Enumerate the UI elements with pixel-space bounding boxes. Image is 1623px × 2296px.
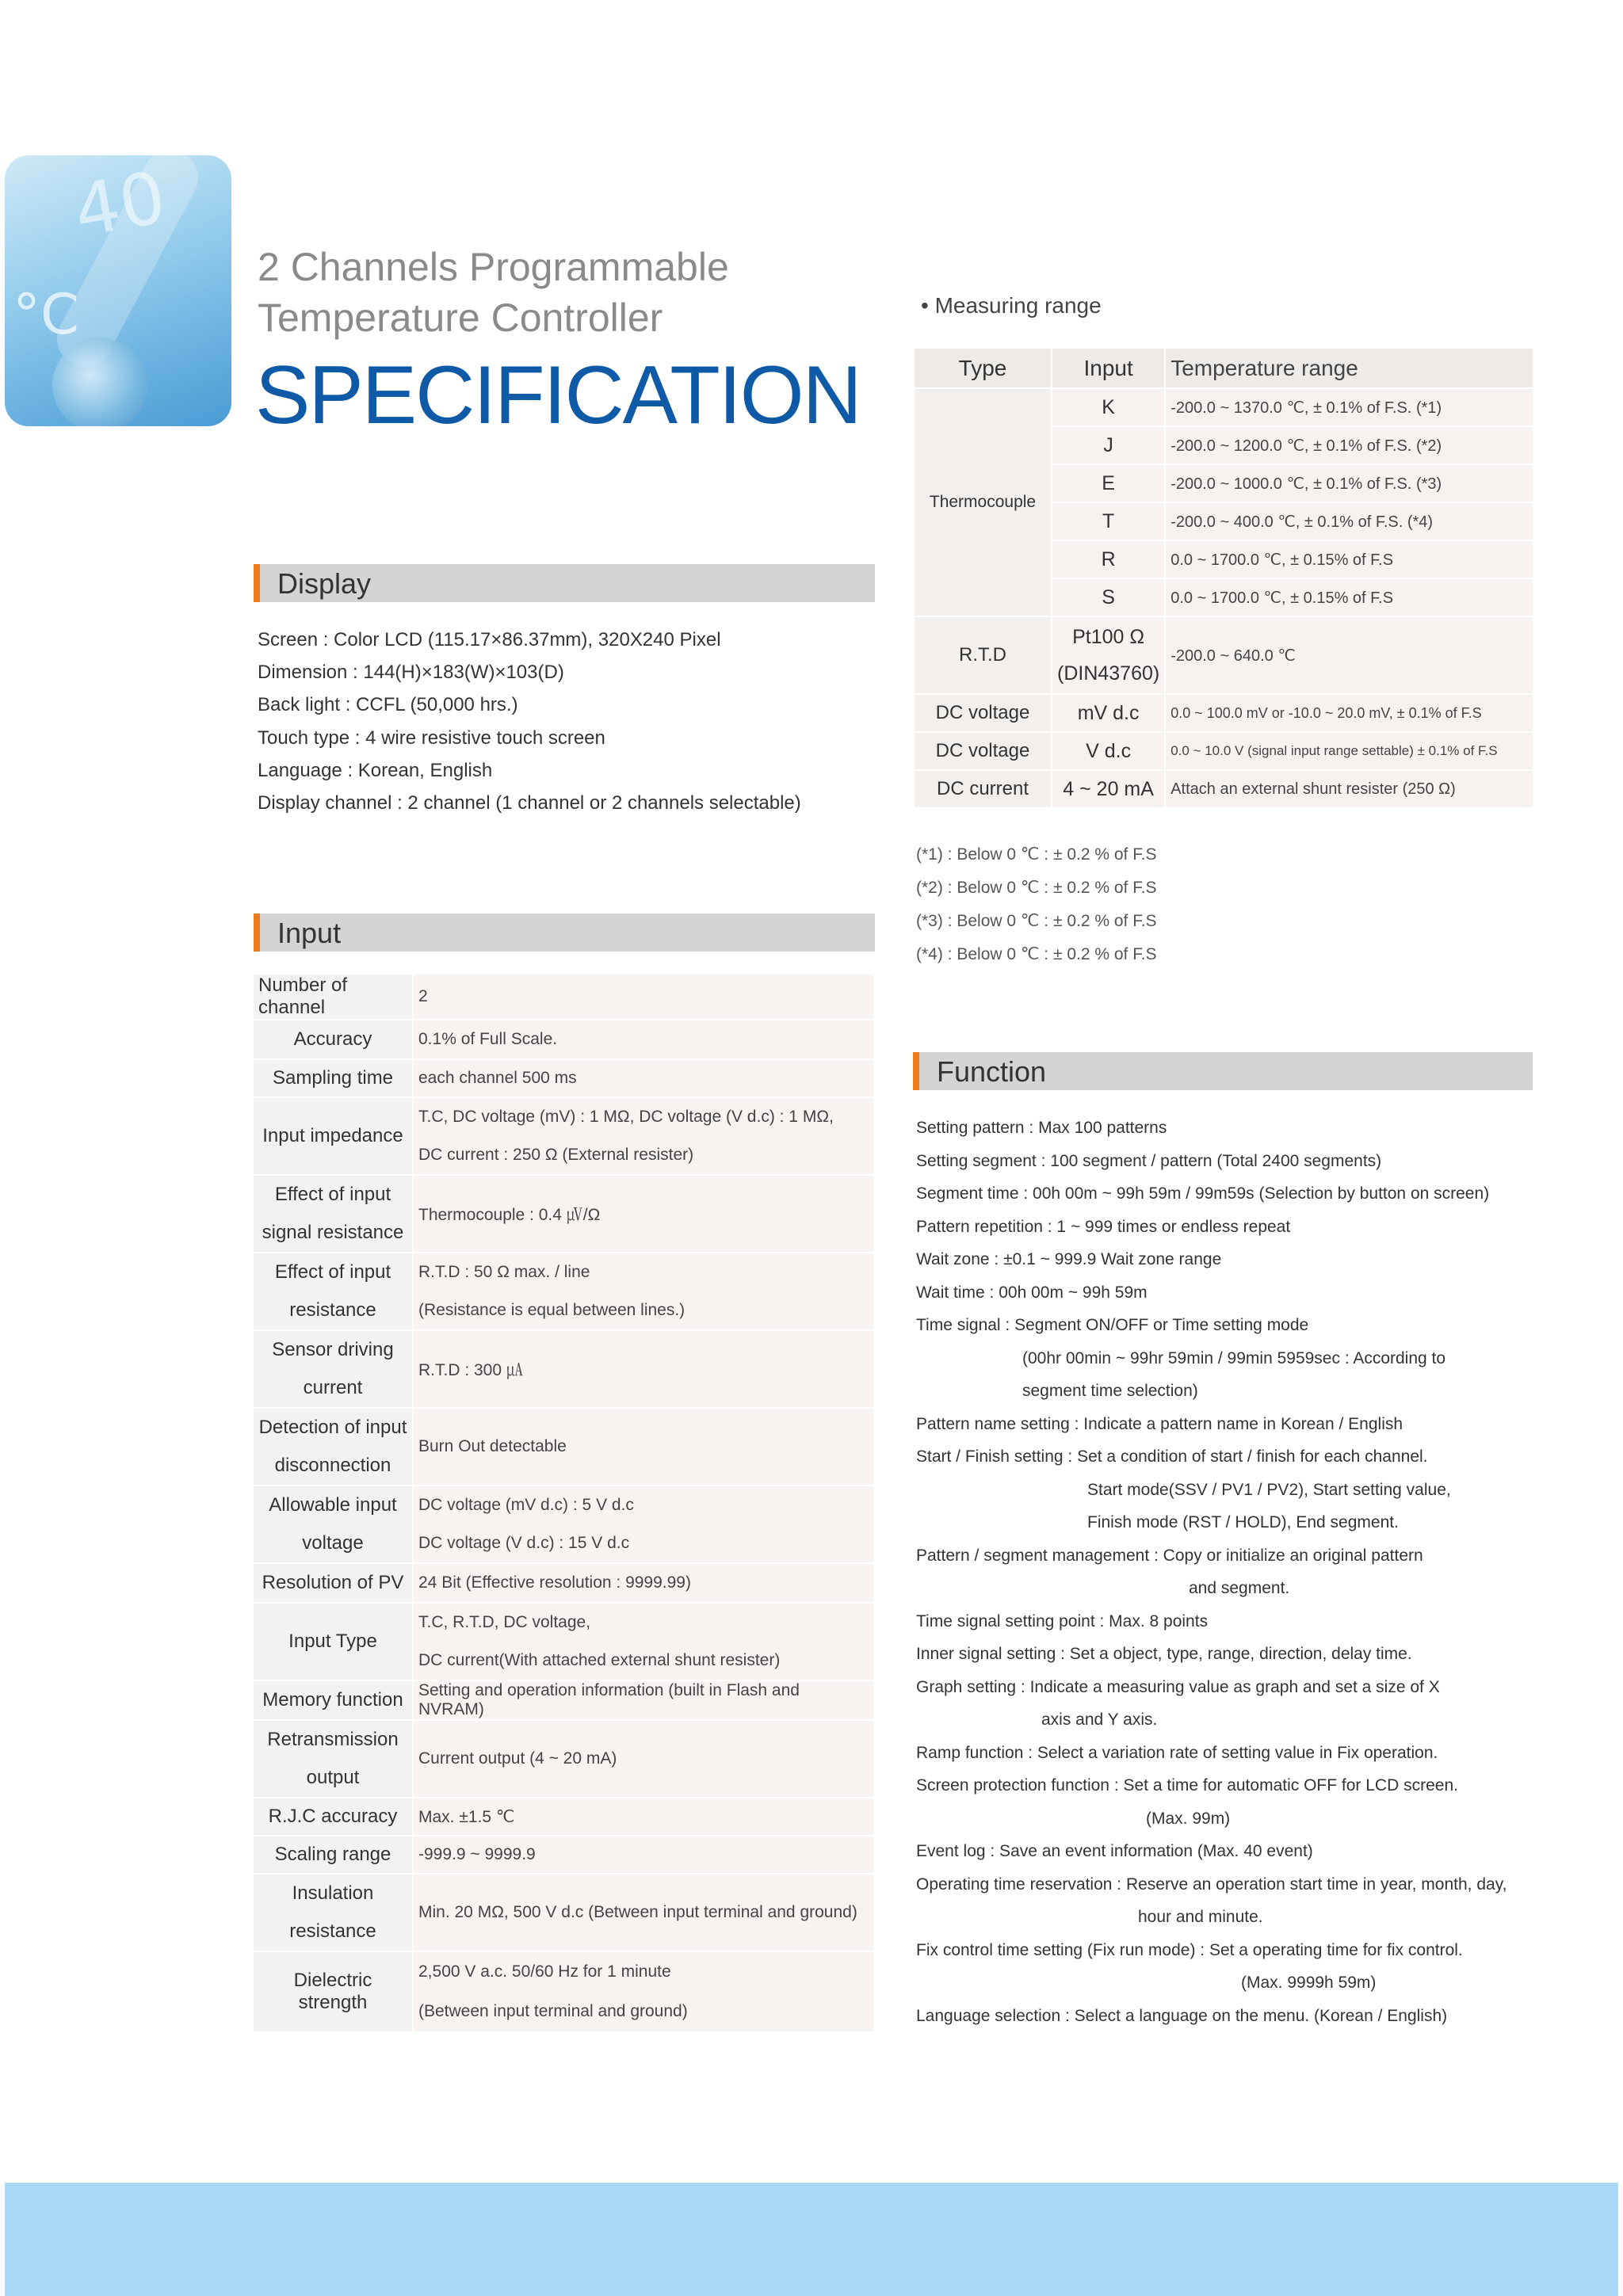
function-line: Wait zone : ±0.1 ~ 999.9 Wait zone range — [916, 1250, 1222, 1268]
row-value: each channel 500 ms — [413, 1059, 873, 1097]
function-line: hour and minute. — [1138, 1908, 1263, 1926]
function-line: Pattern name setting : Indicate a pattern name in Korean / English — [916, 1415, 1403, 1433]
display-line: Touch type : 4 wire resistive touch screen — [258, 727, 605, 749]
function-line: Segment time : 00h 00m ~ 99h 59m / 99m59s (Selection by button on screen) — [916, 1184, 1490, 1203]
thermometer-scale-number: 40 — [67, 155, 172, 254]
function-line: Wait time : 00h 00m ~ 99h 59m — [916, 1283, 1148, 1302]
row-label: Accuracy — [254, 1020, 413, 1059]
row-value: (Resistance is equal between lines.) — [418, 1301, 685, 1319]
row-value: (Between input terminal and ground) — [418, 2002, 688, 2020]
display-line: Language : Korean, English — [258, 760, 493, 781]
measuring-range-heading: • Measuring range — [921, 293, 1102, 318]
table-row — [254, 1330, 873, 1408]
input-cell: E — [1052, 464, 1165, 502]
table-header-row — [914, 349, 1533, 388]
row-label: Sampling time — [254, 1059, 413, 1097]
row-label: Effect of input resistance — [254, 1253, 413, 1330]
table-row — [254, 974, 873, 1020]
function-line: (Max. 99m) — [1146, 1810, 1231, 1828]
row-label: Effect of input signal resistance — [254, 1175, 413, 1253]
table-row — [254, 1951, 873, 2032]
row-label: Sensor driving current — [254, 1330, 413, 1408]
display-line: Screen : Color LCD (115.17×86.37mm), 320X240 Pixel — [258, 629, 721, 650]
measuring-range-table — [913, 349, 1533, 809]
type-cell: DC voltage — [914, 732, 1052, 770]
range-cell: 0.0 ~ 10.0 V (signal input range settable) ± 0.1% of F.S — [1165, 732, 1533, 770]
input-heading: Input — [277, 917, 342, 949]
table-row — [254, 1097, 873, 1175]
type-thermocouple: Thermocouple — [914, 388, 1052, 616]
input-cell: 4 ~ 20 mA — [1052, 770, 1165, 808]
row-label: Insulation resistance — [254, 1874, 413, 1951]
function-line: segment time selection) — [1022, 1382, 1198, 1400]
type-cell: DC current — [914, 770, 1052, 808]
function-line: (00hr 00min ~ 99hr 59min / 99min 5959sec : According to — [1022, 1349, 1446, 1367]
row-label: R.J.C accuracy — [254, 1798, 413, 1836]
row-value: DC current(With attached external shunt resister) — [418, 1651, 781, 1669]
row-value-cell — [413, 1097, 873, 1175]
function-line: Start mode(SSV / PV1 / PV2), Start setting value, — [1087, 1481, 1451, 1499]
subtitle-line-2: Temperature Controller — [258, 296, 663, 340]
row-value: Min. 20 MΩ, 500 V d.c (Between input terminal and ground) — [413, 1874, 873, 1951]
column-header-range: Temperature range — [1165, 349, 1533, 388]
thermometer-image — [5, 155, 231, 426]
row-label: Memory function — [254, 1680, 413, 1720]
type-cell: R.T.D — [914, 616, 1052, 694]
row-value: Setting and operation information (built in Flash and NVRAM) — [413, 1680, 873, 1720]
input-cell: V d.c — [1052, 732, 1165, 770]
range-cell: 0.0 ~ 1700.0 ℃, ± 0.15% of F.S — [1165, 578, 1533, 616]
subtitle-line-1: 2 Channels Programmable — [258, 245, 729, 289]
row-label: Dielectric strength — [254, 1951, 413, 2032]
row-label: Input Type — [254, 1603, 413, 1680]
row-value: Burn Out detectable — [413, 1408, 873, 1486]
table-row — [254, 1874, 873, 1951]
footnote: (*2) : Below 0 ℃ : ± 0.2 % of F.S — [916, 879, 1157, 897]
function-section-header — [913, 1052, 1533, 1090]
thermometer-unit: °C — [13, 282, 79, 347]
row-label: Detection of input disconnection — [254, 1408, 413, 1486]
row-value: -999.9 ~ 9999.9 — [413, 1836, 873, 1874]
row-value: R.T.D : 50 Ω max. / line — [418, 1263, 590, 1281]
range-cell: -200.0 ~ 640.0 ℃ — [1165, 616, 1533, 694]
row-value: Max. ±1.5 ℃ — [413, 1798, 873, 1836]
row-label: Allowable input voltage — [254, 1486, 413, 1563]
row-value: 2 — [413, 974, 873, 1020]
function-line: and segment. — [1189, 1579, 1290, 1597]
row-value: DC voltage (mV d.c) : 5 V d.c — [418, 1496, 634, 1514]
function-line: Pattern / segment management : Copy or initialize an original pattern — [916, 1547, 1423, 1565]
function-line: Pattern repetition : 1 ~ 999 times or endless repeat — [916, 1218, 1291, 1236]
function-line: Fix control time setting (Fix run mode) : Set a operating time for fix control. — [916, 1941, 1463, 1959]
table-row — [254, 1408, 873, 1486]
range-cell: -200.0 ~ 400.0 ℃, ± 0.1% of F.S. (*4) — [1165, 502, 1533, 540]
table-row — [254, 1798, 873, 1836]
table-row — [254, 1563, 873, 1603]
footnote: (*4) : Below 0 ℃ : ± 0.2 % of F.S — [916, 945, 1157, 963]
table-row — [254, 1680, 873, 1720]
row-label: Input impedance — [254, 1097, 413, 1175]
row-value-cell — [413, 1486, 873, 1563]
input-cell: K — [1052, 388, 1165, 426]
column-header-input: Input — [1052, 349, 1165, 388]
type-cell: DC voltage — [914, 694, 1052, 732]
row-value: T.C, DC voltage (mV) : 1 MΩ, DC voltage (V d.c) : 1 MΩ, — [418, 1108, 834, 1126]
row-value: Current output (4 ~ 20 mA) — [413, 1720, 873, 1798]
thermometer-bulb — [52, 338, 147, 426]
table-row — [254, 1836, 873, 1874]
range-cell: 0.0 ~ 1700.0 ℃, ± 0.15% of F.S — [1165, 540, 1533, 578]
function-line: Language selection : Select a language on the menu. (Korean / English) — [916, 2007, 1448, 2025]
row-value-cell — [413, 1603, 873, 1680]
row-value-cell — [413, 1253, 873, 1330]
function-line: Setting segment : 100 segment / pattern (Total 2400 segments) — [916, 1152, 1382, 1170]
function-line: Time signal setting point : Max. 8 points — [916, 1612, 1209, 1630]
input-cell: T — [1052, 502, 1165, 540]
range-cell: -200.0 ~ 1200.0 ℃, ± 0.1% of F.S. (*2) — [1165, 426, 1533, 464]
function-line: Event log : Save an event information (Max. 40 event) — [916, 1842, 1313, 1860]
row-value: 0.1% of Full Scale. — [413, 1020, 873, 1059]
function-line: Setting pattern : Max 100 patterns — [916, 1119, 1167, 1137]
footer-band — [5, 2183, 1618, 2296]
row-value: T.C, R.T.D, DC voltage, — [418, 1613, 591, 1631]
range-cell: -200.0 ~ 1370.0 ℃, ± 0.1% of F.S. (*1) — [1165, 388, 1533, 426]
input-cell: Pt100 Ω (DIN43760) — [1052, 616, 1165, 694]
function-line: Start / Finish setting : Set a condition of start / finish for each channel. — [916, 1447, 1428, 1466]
range-cell: 0.0 ~ 100.0 mV or -10.0 ~ 20.0 mV, ± 0.1% of F.S — [1165, 694, 1533, 732]
function-line: Finish mode (RST / HOLD), End segment. — [1087, 1513, 1399, 1531]
function-line: Inner signal setting : Set a object, type, range, direction, delay time. — [916, 1645, 1412, 1663]
input-cell: S — [1052, 578, 1165, 616]
function-line: Time signal : Segment ON/OFF or Time setting mode — [916, 1316, 1309, 1334]
row-value: DC current : 250 Ω (External resister) — [418, 1146, 694, 1164]
function-heading: Function — [937, 1055, 1047, 1088]
table-row — [254, 1253, 873, 1330]
display-heading: Display — [277, 567, 372, 600]
input-cell: J — [1052, 426, 1165, 464]
table-row — [254, 1720, 873, 1798]
input-spec-table — [254, 974, 873, 2033]
table-row — [914, 770, 1533, 808]
function-line: axis and Y axis. — [1041, 1711, 1158, 1729]
display-line: Back light : CCFL (50,000 hrs.) — [258, 694, 518, 715]
table-row — [254, 1020, 873, 1059]
range-cell: -200.0 ~ 1000.0 ℃, ± 0.1% of F.S. (*3) — [1165, 464, 1533, 502]
input-cell: R — [1052, 540, 1165, 578]
input-cell: mV d.c — [1052, 694, 1165, 732]
row-label: Scaling range — [254, 1836, 413, 1874]
function-line: Graph setting : Indicate a measuring value as graph and set a size of X — [916, 1678, 1440, 1696]
column-header-type: Type — [914, 349, 1052, 388]
row-value: R.T.D : 300 ㎂ — [413, 1330, 873, 1408]
row-value: 2,500 V a.c. 50/60 Hz for 1 minute — [418, 1962, 671, 1981]
table-row — [914, 732, 1533, 770]
table-row — [254, 1175, 873, 1253]
row-value: Thermocouple : 0.4 ㎶/Ω — [413, 1175, 873, 1253]
function-line: Operating time reservation : Reserve an operation start time in year, month, day, — [916, 1875, 1507, 1894]
function-line: Ramp function : Select a variation rate of setting value in Fix operation. — [916, 1744, 1438, 1762]
footnote: (*3) : Below 0 ℃ : ± 0.2 % of F.S — [916, 912, 1157, 930]
table-row — [914, 694, 1533, 732]
display-line: Display channel : 2 channel (1 channel or 2 channels selectable) — [258, 792, 801, 814]
row-value: 24 Bit (Effective resolution : 9999.99) — [413, 1563, 873, 1603]
row-label: Retransmission output — [254, 1720, 413, 1798]
display-section-header — [254, 564, 875, 602]
table-row — [914, 616, 1533, 694]
page-title: SPECIFICATION — [255, 349, 861, 441]
table-row — [914, 388, 1533, 426]
table-row — [254, 1486, 873, 1563]
footnote: (*1) : Below 0 ℃ : ± 0.2 % of F.S — [916, 845, 1157, 864]
table-row — [254, 1059, 873, 1097]
input-section-header — [254, 913, 875, 952]
table-row — [254, 1603, 873, 1680]
row-label: Resolution of PV — [254, 1563, 413, 1603]
row-label: Number of channel — [254, 974, 413, 1020]
row-value: DC voltage (V d.c) : 15 V d.c — [418, 1534, 630, 1552]
range-cell: Attach an external shunt resister (250 Ω) — [1165, 770, 1533, 808]
row-value-cell — [413, 1951, 873, 2032]
function-line: (Max. 9999h 59m) — [1241, 1974, 1377, 1992]
display-line: Dimension : 144(H)×183(W)×103(D) — [258, 662, 564, 683]
function-line: Screen protection function : Set a time for automatic OFF for LCD screen. — [916, 1776, 1458, 1794]
